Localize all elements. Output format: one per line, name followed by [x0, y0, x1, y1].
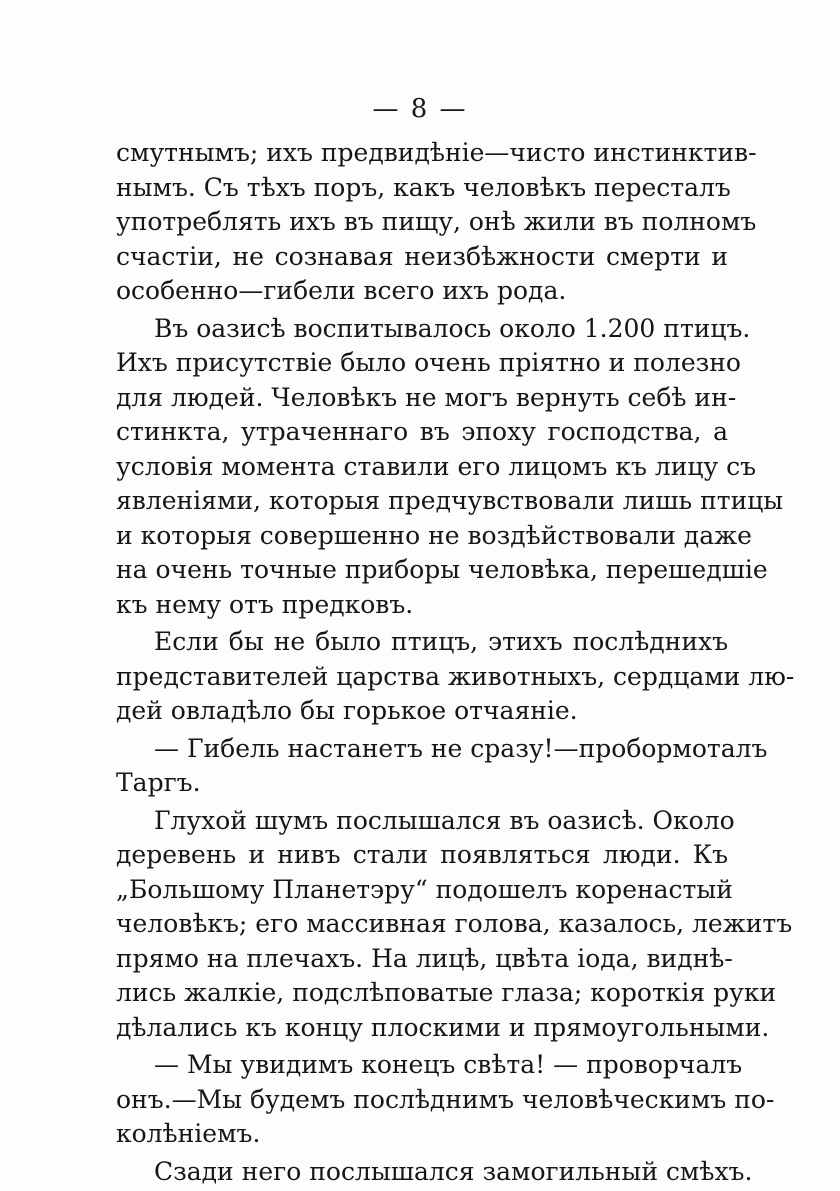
text-line: — Гибель настанетъ не сразу!—пробормоталъ — [154, 733, 768, 763]
text-line: Если бы не было птицъ, этихъ послѣднихъ — [154, 627, 728, 656]
paragraph — [116, 625, 795, 729]
paragraph — [116, 1155, 753, 1190]
text-line: онъ.—Мы будемъ послѣднимъ человѣческимъ по- — [116, 1084, 775, 1114]
text-line: счастіи, не сознавая неизбѣжности смерти и — [116, 241, 728, 271]
text-line: „Большому Планетэру“ подошелъ коренастый — [116, 874, 733, 904]
paragraph — [116, 312, 784, 623]
text-line: дей овладѣло бы горькое отчаяніе. — [116, 696, 578, 725]
text-line: лись жалкіе, подслѣповатые глаза; короткія руки — [116, 978, 777, 1007]
text-line: Въ оазисѣ воспитывалось около 1.200 птицъ. — [154, 313, 751, 343]
text-line: деревень и нивъ стали появляться люди. Къ — [116, 840, 728, 869]
text-line: нымъ. Съ тѣхъ поръ, какъ человѣкъ пересталъ — [116, 172, 731, 202]
text-line: и которыя совершенно не воздѣйствовали даже — [116, 520, 752, 550]
paragraph — [116, 1048, 775, 1152]
text-line: особенно—гибели всего ихъ рода. — [116, 276, 567, 305]
text-line: для людей. Человѣкъ не могъ вернуть себѣ ин- — [116, 382, 737, 412]
text-line: представителей царства животныхъ, сердцами лю- — [116, 661, 795, 691]
paragraph — [116, 732, 768, 801]
text-line: человѣкъ; его массивная голова, казалось, лежитъ — [116, 909, 793, 938]
text-line: условія момента ставили его лицомъ къ лицу съ — [116, 451, 757, 481]
text-line: употреблять ихъ въ пищу, онѣ жили въ полномъ — [116, 207, 757, 236]
text-line: стинкта, утраченнаго въ эпоху господства, а — [116, 417, 728, 446]
text-line: Сзади него послышался замогильный смѣхъ. — [154, 1156, 753, 1186]
paragraph — [116, 804, 793, 1046]
text-line: прямо на плечахъ. На лицѣ, цвѣта іода, виднѣ- — [116, 943, 733, 973]
text-line: къ нему отъ предковъ. — [116, 589, 414, 619]
text-line: на очень точные приборы человѣка, перешедшіе — [116, 555, 768, 584]
text-line: Ихъ присутствіе было очень пріятно и полезно — [116, 348, 741, 377]
page-text — [116, 136, 795, 1189]
paragraph — [116, 136, 757, 309]
text-line: — Мы увидимъ конецъ свѣта! — проворчалъ — [154, 1050, 743, 1079]
text-line: дѣлались къ концу плоскими и прямоугольными. — [116, 1012, 770, 1042]
text-line: смутнымъ; ихъ предвидѣніе—чисто инстинктив- — [116, 138, 757, 167]
text-line: колѣніемъ. — [116, 1119, 261, 1148]
text-line: Глухой шумъ послышался въ оазисѣ. Около — [154, 805, 735, 835]
text-line: Таргъ. — [116, 768, 201, 797]
page-number: — 8 — — [372, 94, 468, 124]
text-line: явленіями, которыя предчувствовали лишь птицы — [116, 486, 784, 515]
